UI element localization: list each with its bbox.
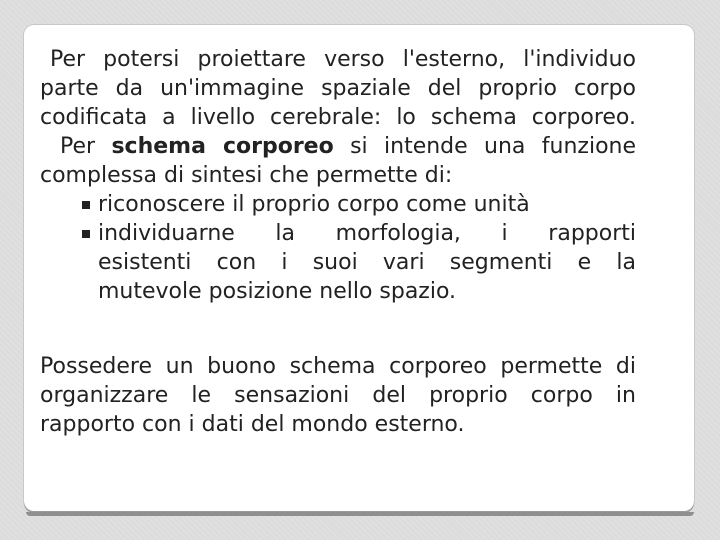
bullet-2-line-2: esistenti con i suoi vari segmenti e la: [98, 250, 636, 275]
bullet-item-2: [40, 219, 636, 306]
paragraph-1-line-2: parte da un'immagine spaziale del proprio corpo: [40, 76, 636, 101]
paragraph-3-line-3: rapporto con i dati del mondo esterno.: [40, 412, 465, 437]
square-bullet-icon: [82, 230, 90, 238]
paragraph-1-line-1: Per potersi proiettare verso l'esterno, l'individuo: [50, 47, 636, 72]
paragraph-1-line-3: codificata a livello cerebrale: lo schema corporeo.: [40, 105, 636, 130]
paragraph-spacer: [40, 306, 636, 352]
paragraph-2-suffix: si intende una funzione: [333, 134, 637, 159]
paragraph-2-prefix: Per: [60, 134, 112, 159]
paragraph-2-line-1: [40, 132, 636, 161]
bullet-2-line-3: mutevole posizione nello spazio.: [98, 279, 457, 304]
paragraph-2-bold-term: schema corporeo: [111, 134, 334, 159]
paragraph-3-line-1: Possedere un buono schema corporeo permette di: [40, 354, 636, 379]
bullet-item-1: [40, 190, 636, 219]
bullet-2-line-1: individuarne la morfologia, i rapporti: [98, 221, 636, 246]
square-bullet-icon: [82, 201, 90, 209]
paragraph-3-line-2: organizzare le sensazioni del proprio corpo in: [40, 383, 636, 408]
bullet-1-line-1: riconoscere il proprio corpo come unità: [98, 192, 530, 217]
paragraph-2-line-2: complessa di sintesi che permette di:: [40, 163, 453, 188]
slide-card-shadow: [26, 512, 694, 516]
slide-content: [40, 45, 636, 439]
